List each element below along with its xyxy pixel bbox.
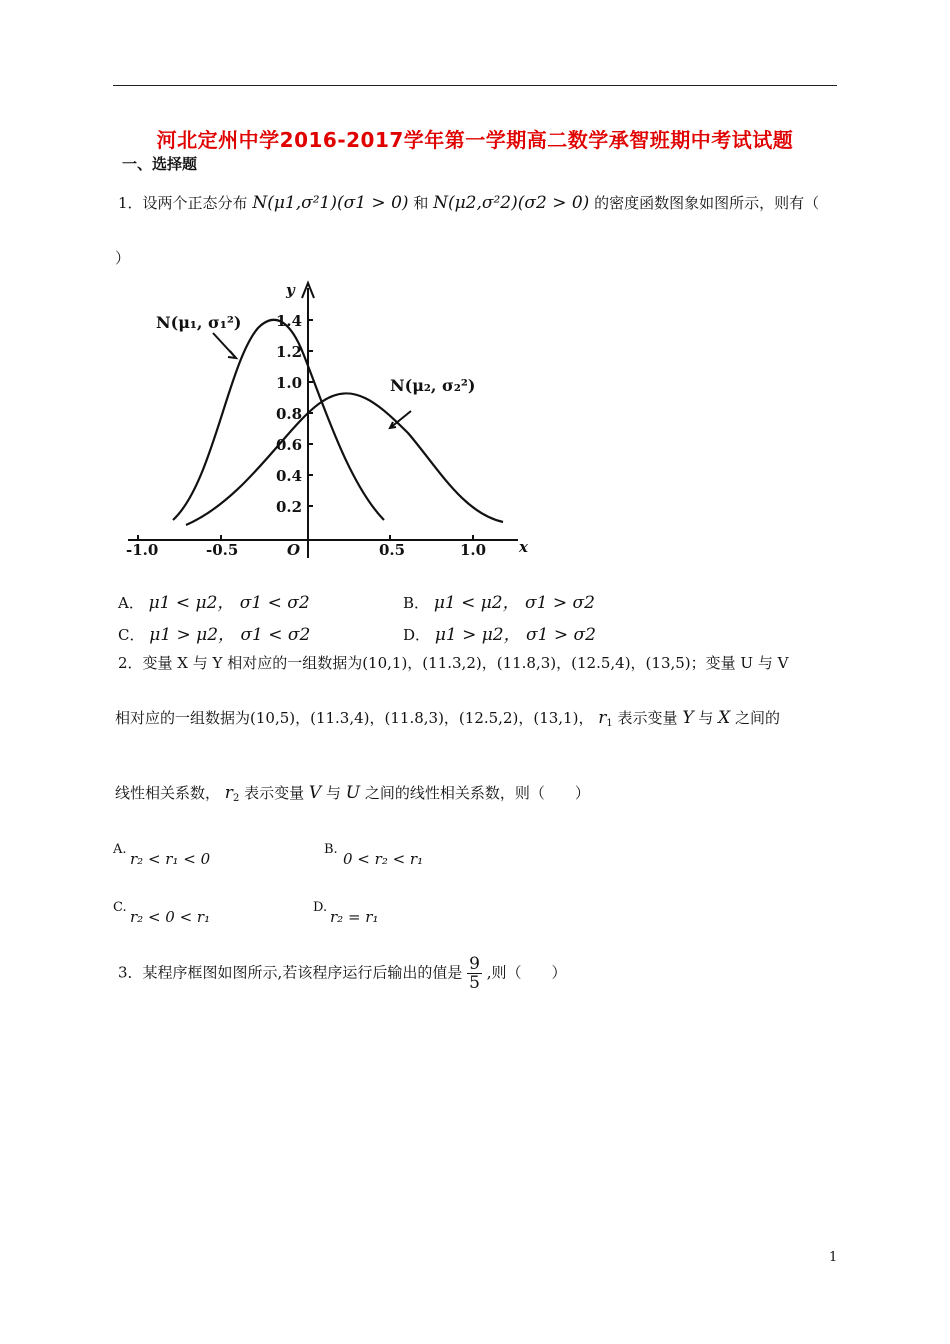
q2-option-b-label: B. (324, 842, 338, 857)
q2-line-3 (115, 782, 590, 804)
q2-option-c-label: C. (113, 900, 127, 915)
q1-option-a (118, 588, 310, 613)
y-tick-label: 1.4 (276, 312, 303, 330)
q1-option-b (403, 588, 595, 613)
x-tick-label: 1.0 (460, 541, 487, 559)
y-tick-label: 1.2 (276, 343, 303, 361)
x-var: X (718, 708, 731, 728)
q2-line-3-text: 表示变量 (244, 784, 305, 802)
y-tick-label: 0.8 (276, 405, 303, 423)
q2-line-2-text: 相对应的一组数据为(10,5)，(11.3,4)，(11.8,3)，(12.5,2)，(13,1)， (115, 709, 594, 727)
q2-option-a-label: A. (113, 842, 127, 857)
q1-distribution-2: N(μ2,σ²2)(σ2 > 0) (433, 193, 590, 213)
q2-line-1: 2．变量 X 与 Y 相对应的一组数据为(10,1)，(11.3,2)，(11.8,3)，(12.5,4)，(13,5)；变量 U 与 V (118, 654, 789, 672)
q2-line-3-text: 与 (325, 784, 341, 802)
y-var: Y (682, 708, 694, 728)
q2-line-2-text: 之间的 (735, 709, 781, 727)
u-var: U (345, 783, 361, 803)
q1-option-c (118, 620, 310, 645)
q1-suffix: 的密度函数图象如图所示，则有（ (594, 194, 820, 212)
y-tick-label: 0.6 (276, 436, 303, 454)
r2-symbol: $r_2$ (224, 783, 240, 804)
q2-option-d-label: D. (313, 900, 328, 915)
option-label: A． (118, 594, 144, 612)
x-tick-label: 0.5 (379, 541, 406, 559)
q1-and: 和 (413, 194, 429, 212)
x-tick-label: -0.5 (206, 541, 239, 559)
origin-label: O (287, 541, 301, 559)
q2-option-b-text: 0 < r₂ < r₁ (343, 850, 424, 868)
y-tick-label: 0.2 (276, 498, 303, 516)
x-tick-label: -1.0 (126, 541, 159, 559)
q1-option-d (403, 620, 596, 645)
fraction-denominator: 5 (469, 973, 480, 993)
y-tick-label: 0.4 (276, 467, 303, 485)
q2-line-2-text: 表示变量 (617, 709, 678, 727)
x-axis-label: x (519, 538, 528, 556)
fraction-numerator: 9 (469, 954, 480, 974)
y-axis-label: y (286, 281, 295, 299)
q2-option-c-text: r₂ < 0 < r₁ (130, 908, 211, 926)
option-text: μ1 < μ2， σ1 < σ2 (148, 593, 310, 613)
q2-option-a-text: r₂ < r₁ < 0 (130, 850, 211, 868)
header-rule (113, 85, 837, 86)
q2-line-3-text: 之间的线性相关系数，则（ ） (364, 784, 590, 802)
option-text: μ1 > μ2， σ1 > σ2 (434, 625, 596, 645)
y-tick-label: 1.0 (276, 374, 303, 392)
section-heading: 一、选择题 (122, 155, 198, 173)
v-var: V (308, 783, 322, 803)
r1-symbol: $r_1$ (598, 708, 613, 729)
q1-distribution-1: N(μ1,σ²1)(σ1 > 0) (252, 193, 409, 213)
q3-prefix: 3．某程序框图如图所示,若该程序运行后输出的值是 (118, 963, 463, 982)
q1-close-paren: ） (115, 249, 131, 267)
curve-1-label: N(μ₁, σ₁²) (156, 313, 242, 332)
question-1 (118, 192, 819, 213)
q2-line-2 (115, 707, 780, 729)
page-title: 河北定州中学2016-2017学年第一学期高二数学承智班期中考试试题 (156, 128, 794, 152)
option-label: D． (403, 626, 431, 644)
page-number: 1 (829, 1250, 838, 1265)
option-label: B． (403, 594, 430, 612)
option-text: μ1 > μ2， σ1 < σ2 (149, 625, 311, 645)
q2-option-d-text: r₂ = r₁ (330, 908, 379, 926)
option-text: μ1 < μ2， σ1 > σ2 (433, 593, 595, 613)
q2-line-3-text: 线性相关系数， (115, 784, 221, 802)
normal-curves-figure (118, 273, 538, 573)
q1-prefix: 1．设两个正态分布 (118, 194, 248, 212)
question-3 (118, 955, 567, 992)
q3-suffix: ,则（ ） (486, 963, 567, 982)
fraction-9-5 (467, 955, 482, 992)
option-label: C． (118, 626, 145, 644)
curve-2-label: N(μ₂, σ₂²) (390, 376, 476, 395)
q2-line-2-text: 与 (698, 709, 714, 727)
